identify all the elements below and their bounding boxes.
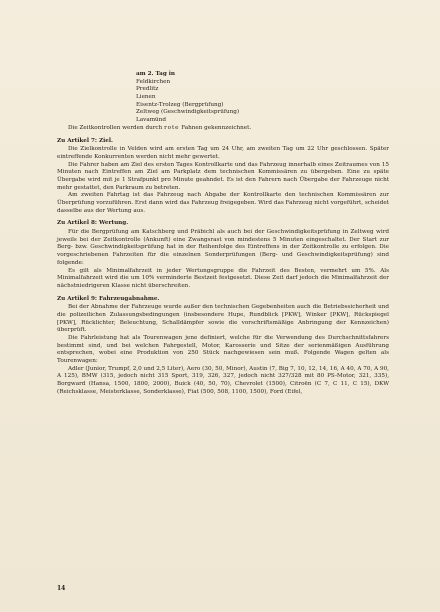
section-paragraph: Am zweiten Fahrtag ist das Fahrzeug nach Abgabe der Kontrollkarte den technischen Kommissären zur Überprüfung vorzuführen. Erst dann wird das Fahrzeug freigegeben. Wird das Fahrzeug nicht vorgeführt, scheidet dasselbe aus der Wertung aus.	[57, 192, 389, 214]
section-paragraph: Es gilt als Minimalfahrzeit in jeder Wertungsgruppe die Fahrzeit des Besten, vermehrt um 5%. Als Minimalfahrzeit wird die um 10% verminderte Bestzeit festgesetzt. Diese Zeit darf jedoch die Minimalfahrzeit der nächstniedrigeren Klasse nicht überschreiten.	[57, 267, 389, 289]
stage-item: Eisentz-Trolzeg (Bergprüfung)	[136, 101, 224, 108]
section-title: Zu Artikel 9: Fahrzeugabnahme.	[57, 295, 160, 302]
section-paragraph: Adler (Junior, Trumpf, 2,0 und 2,5 Liter), Aero (30, 50, Minor), Austin (7, Big 7, 10, 12, 14, 16, A 40, A 70, A 90, A 125), BMW (315, jedoch nicht 315 Sport, 319, 326, 327, jedoch nicht 327/328 mit 80 PS-Motor, 321, 335), Borgward (Hansa, 1500, 1800, 2000), Buick (40, 50, 70), Chevrolet (1500), Citroën (C 7, C 11, C 15), DKW (Reichsklasse, Meisterklasse, Sonderklasse), Fiat (500, 508, 1100, 1500), Ford (Eifel,	[57, 365, 389, 395]
section-title: Zu Artikel 8: Wertung.	[57, 220, 129, 227]
schedule-note-emphasis: rote	[164, 124, 180, 131]
document-body	[57, 71, 389, 397]
stage-item: Lienen	[136, 94, 156, 101]
schedule-note	[68, 125, 389, 133]
section-title: Zu Artikel 7: Ziel.	[57, 137, 113, 144]
schedule-heading: am 2. Tag in	[136, 71, 176, 77]
section-paragraph: Die Zielkontrolle in Velden wird am ersten Tag um 24 Uhr, am zweiten Tag um 22 Uhr geschlossen. Später eintreffende Konkurrenten werden nicht mehr gewertet.	[57, 146, 389, 160]
stage-item: Zeltweg (Geschwindigkeitsprüfung)	[136, 109, 240, 116]
section-paragraph: Für die Bergprüfung am Katschberg und Präbichl als auch bei der Geschwindigkeitsprüfung in Zeltweg wird jeweils bei der Zeitkontrolle (Ankunft) eine Zwangsrast von mindestens 5 Minuten eingeschaltet. Der Start zur Berg- bzw. Geschwindigkeitsprüfung hat in der Reihenfolge des Eintreffens in der Zeitkontrolle zu erfolgen. Die vorgeschriebenen Fahrzeiten für die einzelnen Sonderprüfungen (Berg- und Geschwindigkeitsprüfung) sind folgende:	[57, 229, 389, 266]
page-number: 14	[57, 585, 66, 592]
stage-list	[57, 79, 389, 125]
section-paragraph: Bei der Abnahme der Fahrzeuge wurde außer den technischen Gegebenheiten auch die Betriebssicherheit und die polizeilichen Zulassungsbedingungen (insbesondere Hupe, Rundblick [PKW], Winker [PKW], Rückspiegel [PKW], Rücklichter, Beleuchtung, Schalldämpfer sowie die vorschriftsmäßige Anbringung der Kennzeichen) überprüft.	[57, 304, 389, 334]
stage-item: Feldkirchen	[136, 78, 171, 85]
stage-item: Predlitz	[136, 86, 159, 93]
schedule-note-after: Fahnen gekennzeichnet.	[181, 124, 252, 131]
schedule-note-before: Die Zeitkontrollen werden durch	[68, 124, 163, 131]
stage-item: Lavamünd	[136, 117, 166, 124]
section-paragraph: Die Fahrleistung hat als Tourenwagen jene definiert, welche für die Verwendung des Durchschnittsfahrers bestimmt sind, und bei welchen Fahrgestell, Motor, Karosserie und Sitze der serienmäßigen Ausführung entsprechen, wobei eine Produktion von 250 Stück nachgewiesen sein muß. Folgende Wagen gelten als Tourenwagen:	[57, 335, 389, 365]
section-paragraph: Die Fahrer haben am Ziel des ersten Tages Kontrollkarte und das Fahrzeug innerhalb eines Zeitraumes von 15 Minuten nach Eintreffen am Ziel am Parkplatz dem technischen Kommissären zu übergeben. Eine zu späte Übergabe wird mit je 1 Strafpunkt pro Minute geahndet. Es ist den Fahrern nach Übergabe der Fahrzeuge nicht mehr gestattet, den Parkraum zu betreten.	[57, 161, 389, 191]
